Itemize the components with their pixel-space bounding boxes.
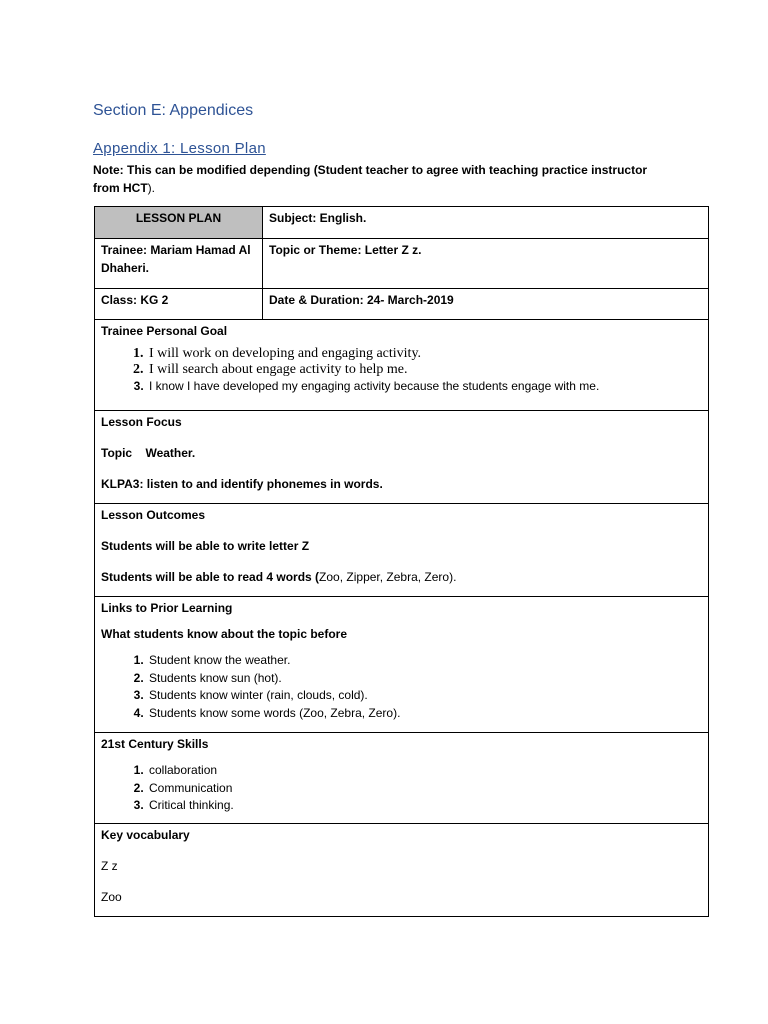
table-row: [95, 320, 709, 411]
lesson-plan-table: [94, 206, 709, 917]
prior-learning-list: [101, 652, 702, 722]
list-item: 4. Students know some words (Zoo, Zebra, Zero).: [147, 705, 702, 723]
table-row: [95, 207, 709, 239]
note-end: ).: [147, 181, 156, 195]
table-row: [95, 411, 709, 504]
century-skills-label: 21st Century Skills: [101, 737, 209, 751]
list-item: 3. Students know winter (rain, clouds, cold).: [147, 687, 702, 705]
prior-learning-cell: [95, 597, 709, 733]
date-duration-cell: Date & Duration: 24- March-2019: [263, 289, 709, 320]
class-cell: Class: KG 2: [95, 289, 263, 320]
trainee-cell: Trainee: Mariam Hamad Al Dhaheri.: [95, 239, 263, 289]
list-item: 2. Students know sun (hot).: [147, 670, 702, 688]
vocabulary-cell: [95, 824, 709, 917]
table-row: [95, 504, 709, 597]
lesson-focus-label: Lesson Focus: [101, 415, 182, 429]
topic-line: [101, 444, 702, 462]
century-skills-cell: [95, 733, 709, 824]
table-row: [95, 239, 709, 289]
lesson-focus-cell: [95, 411, 709, 504]
list-item: 3. Critical thinking.: [147, 797, 702, 815]
table-row: [95, 289, 709, 320]
list-item: 1. collaboration: [147, 762, 702, 780]
list-item: 1. I will work on developing and engaging activity.: [147, 346, 702, 362]
section-title: Section E: Appendices: [93, 102, 254, 119]
personal-goal-list: [101, 346, 702, 395]
list-item: 2. Communication: [147, 780, 702, 798]
personal-goal-label: Trainee Personal Goal: [101, 324, 228, 338]
prior-learning-label: Links to Prior Learning: [101, 601, 233, 615]
outcome-line: [101, 568, 702, 586]
note: [93, 161, 673, 197]
klpa-line: KLPA3: listen to and identify phonemes in words.: [101, 477, 383, 491]
table-row: [95, 824, 709, 917]
vocabulary-word: Z z: [101, 859, 118, 873]
lesson-plan-header: LESSON PLAN: [95, 207, 263, 239]
list-item: 2. I will search about engage activity to help me.: [147, 362, 702, 378]
table-row: [95, 597, 709, 733]
lesson-outcomes-cell: [95, 504, 709, 597]
topic-label: Topic: [101, 446, 133, 460]
topic-value: Weather.: [145, 446, 196, 460]
table-row: [95, 733, 709, 824]
century-skills-list: [101, 762, 702, 815]
note-text: (Student teacher to agree with teaching practice instructor from HCT: [93, 163, 648, 195]
vocabulary-word: Zoo: [101, 890, 122, 904]
vocabulary-label: Key vocabulary: [101, 828, 190, 842]
outcome-line: Students will be able to write letter Z: [101, 539, 310, 553]
list-item: 1. Student know the weather.: [147, 652, 702, 670]
outcome-line-rest: Zoo, Zipper, Zebra, Zero).: [319, 570, 457, 584]
appendix-title: Appendix 1: Lesson Plan: [93, 140, 266, 157]
lesson-outcomes-label: Lesson Outcomes: [101, 508, 206, 522]
topic-theme-cell: Topic or Theme: Letter Z z.: [263, 239, 709, 289]
note-label: Note: This can be modified depending: [93, 163, 311, 177]
outcome-line-bold: Students will be able to read 4 words (: [101, 570, 320, 584]
subject-cell: Subject: English.: [263, 207, 709, 239]
list-item: 3. I know I have developed my engaging activity because the students engage with me.: [147, 378, 702, 395]
prior-learning-subheading: What students know about the topic before: [101, 627, 347, 641]
personal-goal-cell: [95, 320, 709, 411]
